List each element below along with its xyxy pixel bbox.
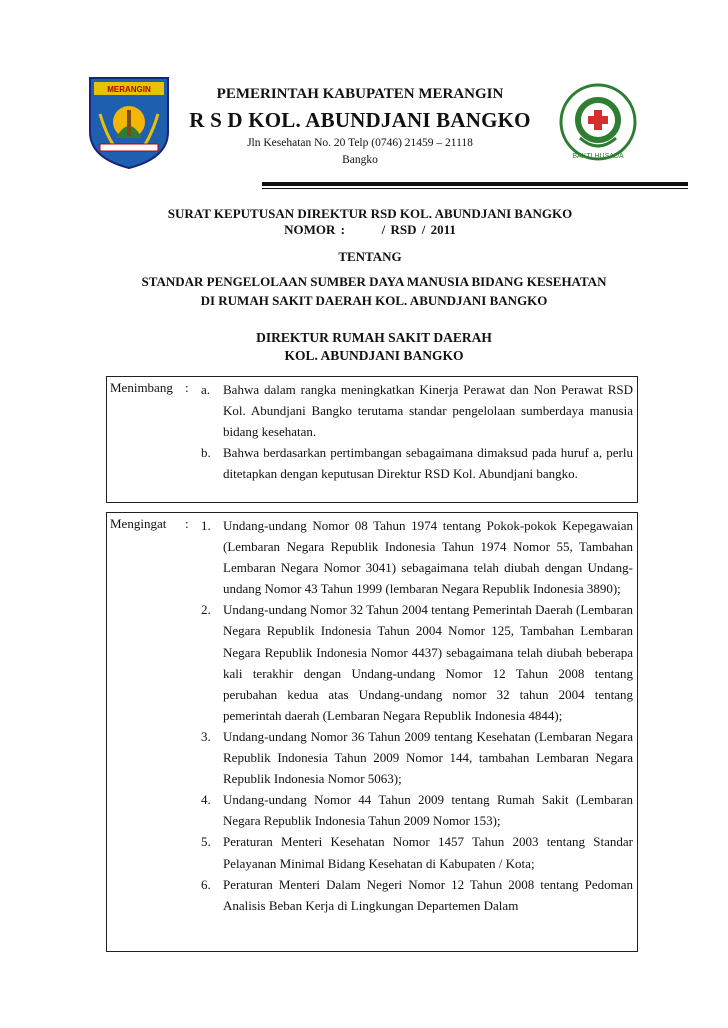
list-item xyxy=(201,831,633,873)
decree-subject: STANDAR PENGELOLAAN SUMBER DAYA MANUSIA BIDANG KESEHATAN xyxy=(141,274,607,289)
logo-caption: BAKTI HUSADA xyxy=(572,153,624,160)
menimbang-section xyxy=(106,376,638,503)
item-text: Undang-undang Nomor 44 Tahun 2009 tentang Rumah Sakit (Lembaran Negara Republik Indonesia Tahun 2009 Nomor 153); xyxy=(223,792,633,829)
item-text: Bahwa dalam rangka meningkatkan Kinerja Perawat dan Non Perawat RSD Kol. Abundjani Bangko terutama standar pengelolaan sumberdaya manusia bidang kesehatan. xyxy=(223,382,633,440)
item-number: 4. xyxy=(201,792,211,808)
menimbang-label: Menimbang xyxy=(110,380,173,395)
list-item xyxy=(201,515,633,599)
list-item xyxy=(201,599,633,726)
mengingat-label: Mengingat xyxy=(110,516,167,531)
item-number: a. xyxy=(201,382,211,397)
decree-number: NOMOR : / RSD / 2011 xyxy=(284,222,456,237)
letterhead-divider xyxy=(262,182,688,186)
hospital-address: Jln Kesehatan No. 20 Telp (0746) 21459 – 21118 xyxy=(247,137,473,149)
decree-title: SURAT KEPUTUSAN DIREKTUR RSD KOL. ABUNDJANI BANGKO xyxy=(167,206,573,221)
decree-about-label: TENTANG xyxy=(338,249,402,264)
list-item xyxy=(201,726,633,789)
mengingat-section xyxy=(106,512,638,952)
item-text: Undang-undang Nomor 36 Tahun 2009 tentang Kesehatan (Lembaran Negara Republik Indonesia Tahun 2009 Nomor 144, tambahan Lembaran Negara Republik Indonesia Nomor 5063); xyxy=(223,728,633,787)
bakti-husada-logo xyxy=(558,82,638,162)
list-item xyxy=(201,789,633,831)
director-title-line2: KOL. ABUNDJANI BANGKO xyxy=(284,348,464,363)
emblem-name: MERANGIN xyxy=(107,85,151,94)
letterhead-divider-thin xyxy=(262,188,688,189)
item-text: Peraturan Menteri Dalam Negeri Nomor 12 Tahun 2008 tentang Pedoman Analisis Beban Kerja di Lingkungan Departemen Dalam xyxy=(223,876,633,913)
government-name: PEMERINTAH KABUPATEN MERANGIN xyxy=(216,86,504,102)
hospital-city: Bangko xyxy=(342,154,378,166)
merangin-emblem-logo xyxy=(86,74,172,170)
list-item xyxy=(201,442,633,484)
list-item xyxy=(201,379,633,442)
item-number: 1. xyxy=(201,518,211,533)
director-title: DIREKTUR RUMAH SAKIT DAERAH xyxy=(256,330,492,345)
item-number: 5. xyxy=(201,834,211,850)
item-number: 6. xyxy=(201,876,211,892)
item-text: Undang-undang Nomor 08 Tahun 1974 tentang Pokok-pokok Kepegawaian (Lembaran Negara Republik Indonesia Tahun 1974 Nomor 55, Tambahan Lembaran Negara Nomor 3041) sebagaimana telah diubah dengan Undang-undang Nomor 43 Tahun 1999 (lembaran Negara Republik Indonesia 3890); xyxy=(223,518,633,597)
decree-subject-line2: DI RUMAH SAKIT DAERAH KOL. ABUNDJANI BANGKO xyxy=(200,293,548,308)
item-number: b. xyxy=(201,445,211,461)
hospital-name: R S D KOL. ABUNDJANI BANGKO xyxy=(189,108,531,132)
list-item xyxy=(201,874,633,916)
mengingat-colon: : xyxy=(185,516,189,531)
item-text: Bahwa berdasarkan pertimbangan sebagaimana dimaksud pada huruf a, perlu ditetapkan dengan keputusan Direktur RSD Kol. Abundjani bangko. xyxy=(223,445,633,482)
item-number: 2. xyxy=(201,602,211,618)
item-number: 3. xyxy=(201,728,211,744)
item-text: Undang-undang Nomor 32 Tahun 2004 tentang Pemerintah Daerah (Lembaran Negara Republik Indonesia Tahun 2004 Nomor 125, Tambahan Lembaran Negara Republik Indonesia Nomor 4437) sebagaimana telah diubah beberapa kali terakhir dengan Undang-undang Nomor 12 Tahun 2008 tentang perubahan kedua atas Undang-undang nomor 32 tahun 2004 tentang pemerintah daerah (Lembaran Negara Republik Indonesia 4844); xyxy=(223,602,633,723)
menimbang-colon: : xyxy=(185,380,189,395)
item-text: Peraturan Menteri Kesehatan Nomor 1457 Tahun 2003 tentang Standar Pelayanan Minimal Bidang Kesehatan di Kabupaten / Kota; xyxy=(223,834,633,871)
